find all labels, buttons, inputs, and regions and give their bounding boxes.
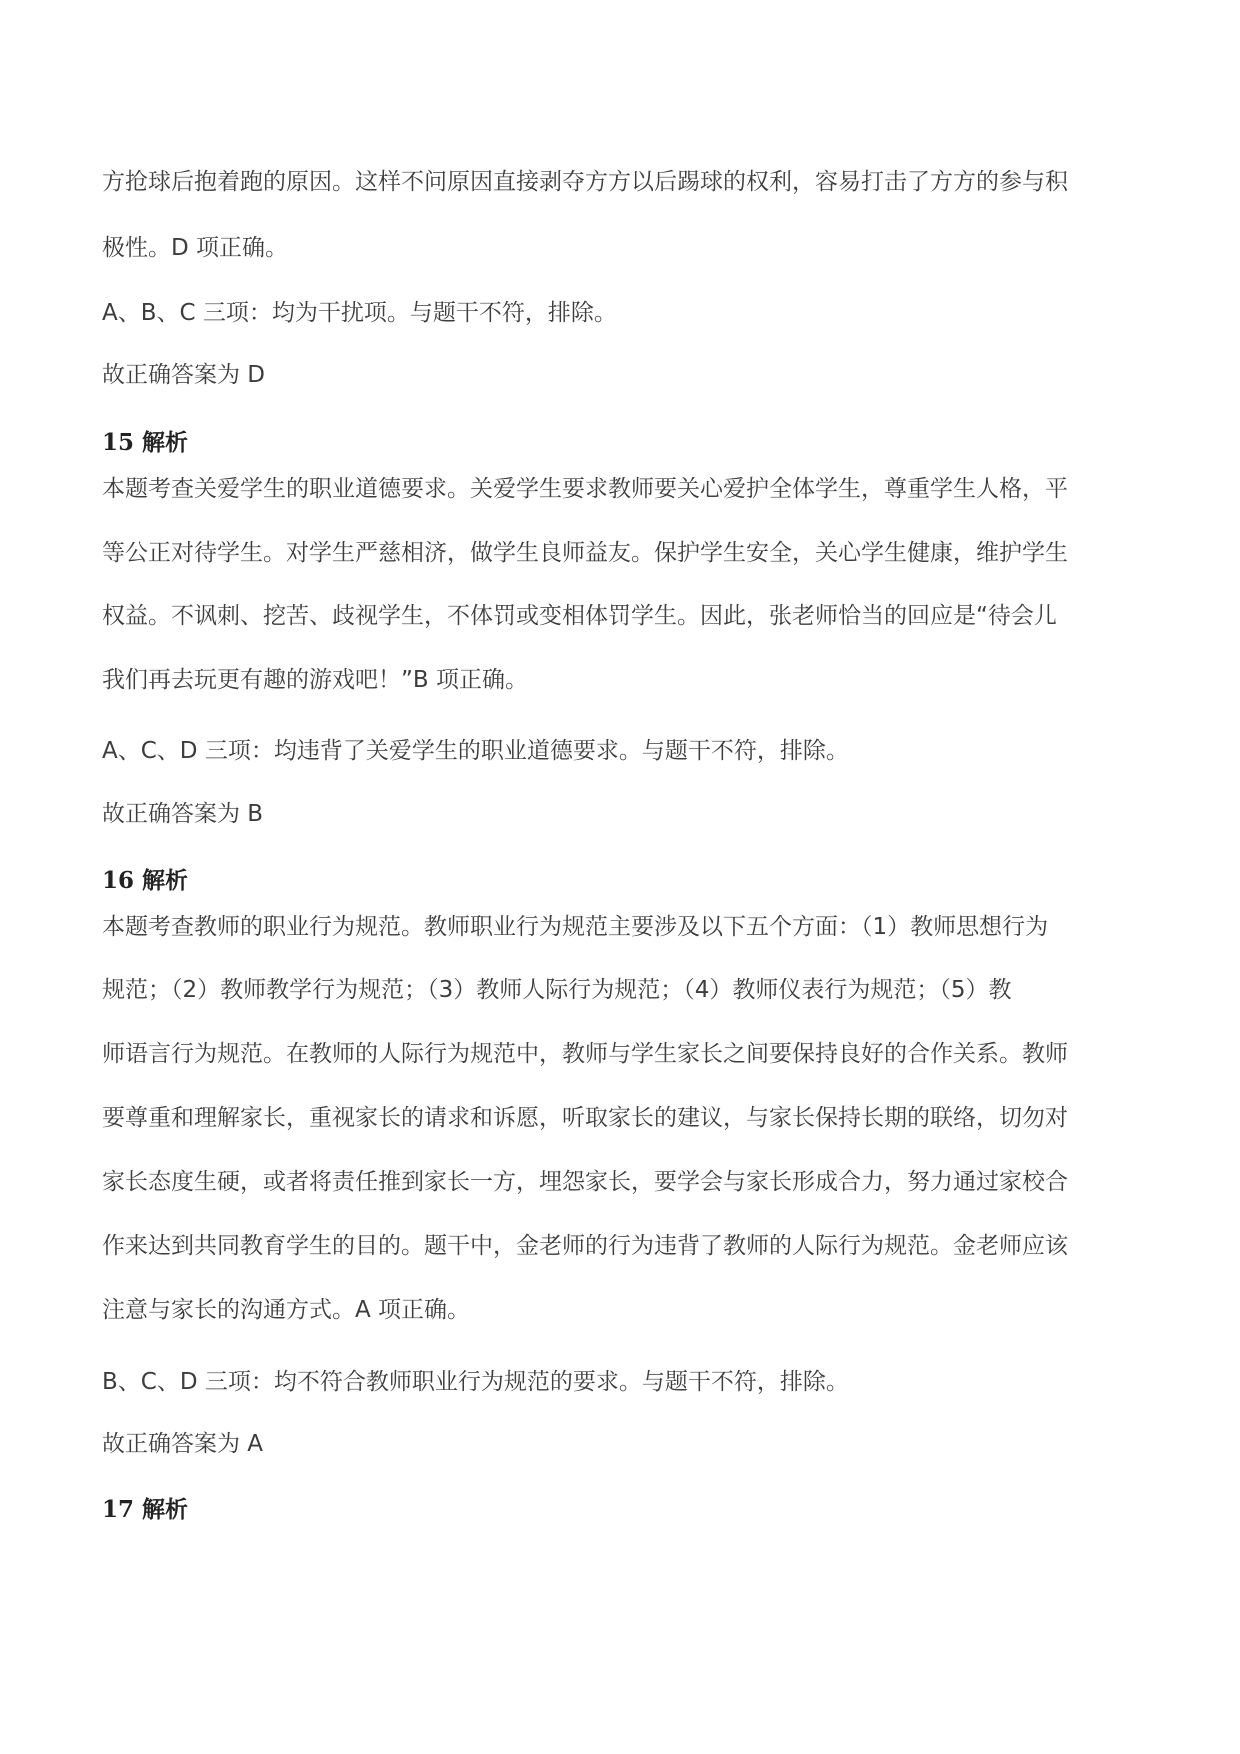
paragraph-line: 师语言行为规范。在教师的人际行为规范中，教师与学生家长之间要保持良好的合作关系。教师 [102, 1041, 1068, 1067]
paragraph-line: 作来达到共同教育学生的目的。题干中，金老师的行为违背了教师的人际行为规范。金老师应该 [102, 1233, 1068, 1259]
paragraph-line: 本题考查教师的职业行为规范。教师职业行为规范主要涉及以下五个方面：（1）教师思想行为 [102, 914, 1049, 940]
section-heading: 16 解析 [102, 867, 189, 894]
section-heading: 15 解析 [102, 429, 189, 456]
paragraph-line: 我们再去玩更有趣的游戏吧！”B 项正确。 [102, 667, 529, 693]
paragraph-line: 极性。D 项正确。 [102, 235, 289, 261]
paragraph-line: 本题考查关爱学生的职业道德要求。关爱学生要求教师要关心爱护全体学生，尊重学生人格，平 [102, 476, 1068, 502]
answer-line: 故正确答案为 D [102, 362, 266, 388]
paragraph-line: 权益。不讽刺、挖苦、歧视学生，不体罚或变相体罚学生。因此，张老师恰当的回应是“待会儿 [102, 603, 1057, 629]
distractor-note: A、B、C 三项：均为干扰项。与题干不符，排除。 [102, 300, 617, 326]
answer-line: 故正确答案为 A [102, 1431, 264, 1457]
section-heading: 17 解析 [102, 1496, 189, 1523]
paragraph-line: 家长态度生硬，或者将责任推到家长一方，埋怨家长，要学会与家长形成合力，努力通过家校合 [102, 1169, 1068, 1195]
paragraph-line: 注意与家长的沟通方式。A 项正确。 [102, 1297, 471, 1323]
paragraph-line: 要尊重和理解家长，重视家长的请求和诉愿，听取家长的建议，与家长保持长期的联络，切勿对 [102, 1105, 1068, 1131]
paragraph-line: 等公正对待学生。对学生严慈相济，做学生良师益友。保护学生安全，关心学生健康，维护学生 [102, 540, 1068, 566]
distractor-note: A、C、D 三项：均违背了关爱学生的职业道德要求。与题干不符，排除。 [102, 738, 849, 764]
paragraph-line: 方抢球后抱着跑的原因。这样不问原因直接剥夺方方以后踢球的权利，容易打击了方方的参与积 [102, 169, 1068, 195]
distractor-note: B、C、D 三项：均不符合教师职业行为规范的要求。与题干不符，排除。 [102, 1369, 849, 1395]
answer-line: 故正确答案为 B [102, 801, 264, 827]
paragraph-line: 规范；（2）教师教学行为规范；（3）教师人际行为规范；（4）教师仪表行为规范；（5）教 [102, 977, 1012, 1003]
